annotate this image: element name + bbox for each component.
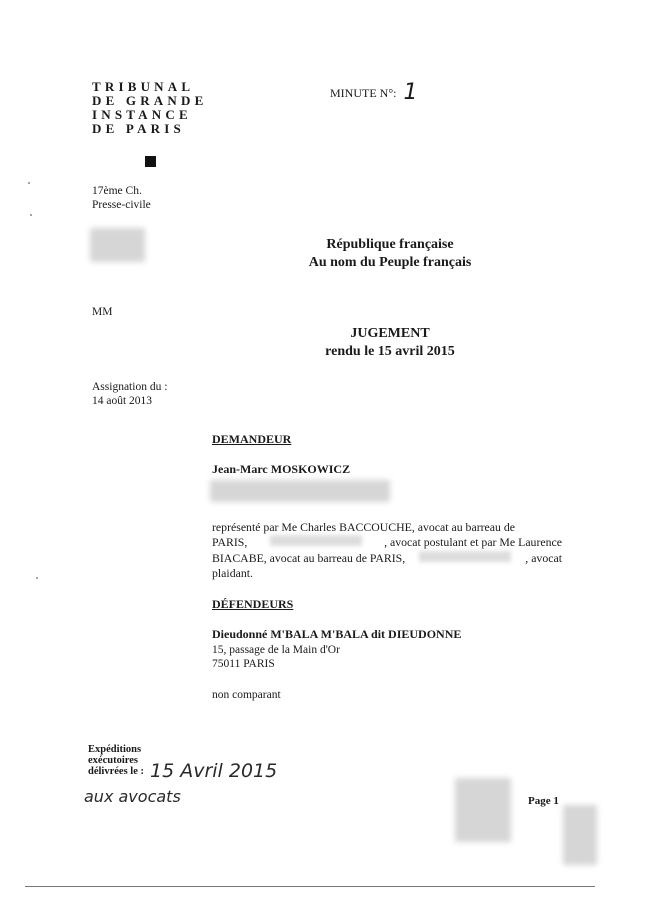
expeditions-line: Expéditions [88, 744, 142, 755]
text-span: BIACABE, avocat au barreau de PARIS, [212, 550, 406, 565]
republic-line: République française [326, 237, 454, 252]
redacted-inline [419, 551, 511, 562]
court-line: TRIBUNAL [92, 79, 195, 94]
defendant-name: Dieudonné M'BALA M'BALA dit DIEUDONNE [212, 627, 462, 641]
court-line: DE PARIS [92, 121, 185, 136]
redacted-stamp [455, 778, 511, 842]
people-line: Au nom du Peuple français [308, 255, 472, 270]
representation-paragraph [212, 520, 562, 581]
redacted-address [210, 480, 390, 502]
assignation-date: 14 août 2013 [92, 395, 153, 407]
court-line: INSTANCE [92, 107, 192, 122]
paragraph-line [212, 551, 562, 566]
address-line: 15, passage de la Main d'Or [212, 644, 340, 656]
chamber-type: Presse-civile [92, 199, 151, 211]
chamber-line: 17ème Ch. [92, 185, 142, 197]
minute-handwritten-number: 1 [403, 80, 418, 105]
paragraph-line [212, 520, 562, 535]
plaintiff-heading: DEMANDEUR [212, 432, 292, 446]
redacted-inline [270, 535, 362, 546]
handwritten-note: aux avocats [84, 787, 181, 806]
expeditions-line: exécutoires [88, 755, 138, 766]
assignation-label: Assignation du : [92, 381, 168, 393]
text-span: représenté par Me Charles BACCOUCHE, avocat au barreau de [212, 520, 516, 534]
judgment-heading [240, 325, 540, 361]
scan-speck [28, 182, 30, 184]
redacted-block [90, 228, 145, 262]
scan-speck [36, 577, 38, 579]
address-postal-line: 75011 PARIS [212, 658, 275, 670]
republic-heading [240, 236, 540, 272]
redacted-stamp [563, 805, 597, 865]
assignation-info [92, 380, 167, 408]
minute-number [330, 78, 417, 103]
text-span: , avocat postulant et par Me Laurence [384, 535, 562, 550]
minute-label: MINUTE N°: [330, 86, 397, 100]
defendant-address [212, 643, 340, 671]
chamber-info [92, 184, 151, 212]
defendant-heading: DÉFENDEURS [212, 597, 294, 611]
judgment-date: rendu le 15 avril 2015 [325, 344, 455, 359]
initials: MM [92, 306, 113, 318]
expeditions-label [88, 744, 144, 777]
expeditions-line: délivrées le : [88, 766, 144, 777]
paragraph-line [212, 566, 562, 581]
paragraph-line [212, 535, 562, 550]
court-name [92, 80, 207, 136]
black-square-mark [145, 156, 156, 167]
judgment-title: JUGEMENT [350, 326, 430, 341]
page-number: Page 1 [528, 795, 559, 807]
text-span: PARIS, [212, 535, 248, 550]
handwritten-date: 15 Avril 2015 [150, 760, 278, 782]
text-span: , avocat [525, 550, 562, 565]
page-bottom-edge [25, 886, 595, 887]
court-line: DE GRANDE [92, 93, 208, 108]
scan-speck [30, 214, 32, 216]
defendant-status: non comparant [212, 689, 281, 701]
text-span: plaidant. [212, 565, 253, 580]
plaintiff-name: Jean-Marc MOSKOWICZ [212, 462, 351, 476]
